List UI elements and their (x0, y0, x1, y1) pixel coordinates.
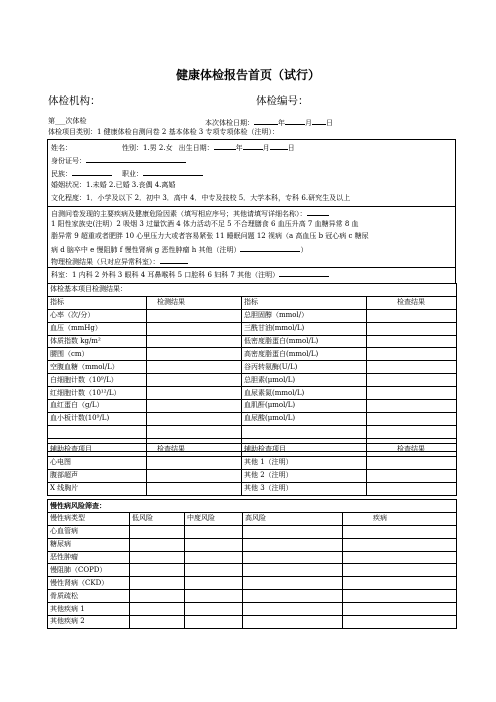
result-cell (367, 361, 457, 374)
table-row (48, 538, 457, 551)
table-row (48, 456, 457, 469)
risk-cell (130, 551, 185, 564)
risk-cell (243, 603, 343, 616)
indicator-name: 血肌酐(μmol/L) (242, 400, 367, 413)
empty-cell (367, 425, 457, 438)
header-result-2: 检查结果 (367, 296, 457, 309)
table-row (48, 322, 457, 335)
empty-cell (147, 425, 242, 438)
risk-cell (185, 616, 243, 629)
org-label: 体检机构： (48, 95, 101, 107)
result-cell (367, 400, 457, 413)
disease-type: 骨质疏松 (48, 590, 130, 603)
chronic-caption-row (48, 500, 457, 513)
result-cell (147, 361, 242, 374)
indicator-name: 体质指数 kg/m² (48, 335, 147, 348)
table-row (48, 564, 457, 577)
result-cell (147, 322, 242, 335)
result-cell (147, 456, 242, 469)
indicator-name: 三酰甘油(mmol/L) (242, 322, 367, 335)
table-row (48, 577, 457, 590)
table-row (48, 400, 457, 413)
risk-cell (130, 577, 185, 590)
risk-cell (243, 564, 343, 577)
risk-cell (243, 551, 343, 564)
basic-header-row (48, 296, 457, 309)
disease-type: 糖尿病 (48, 538, 130, 551)
aux-header-item: 辅助检查项目 (48, 444, 147, 457)
personal-info-box (47, 139, 456, 284)
basic-caption-row (48, 284, 457, 297)
result-cell (367, 456, 457, 469)
result-cell (367, 482, 457, 495)
result-cell (147, 348, 242, 361)
risk-cell (130, 603, 185, 616)
table-row (48, 425, 457, 438)
risk-cell (185, 564, 243, 577)
risk-cell (130, 525, 185, 538)
result-cell (147, 374, 242, 387)
indicator-name: 空腹血糖（mmol/L） (48, 361, 147, 374)
name-row: 姓名： 性别：1.男 2.女 出生日期： 年 月 日 (51, 141, 295, 153)
aux-header-item-2: 辅助检查项目 (242, 444, 367, 457)
marital-row: 婚姻状况：1.未婚 2.已婚 3.丧偶 4.离婚 (51, 181, 176, 189)
table-row (48, 348, 457, 361)
aux-item: 其他 1（注明） (242, 456, 367, 469)
risk-cell (343, 616, 457, 629)
header-indicator: 指标 (48, 296, 147, 309)
risk-cell (130, 564, 185, 577)
aux-header-result: 检查结果 (147, 444, 242, 457)
result-cell (367, 374, 457, 387)
basic-results-table (47, 283, 457, 452)
aux-item: 腹部超声 (48, 469, 147, 482)
risk-cell (130, 590, 185, 603)
table-row (48, 374, 457, 387)
disease-type: 慢阻肺（COPD） (48, 564, 130, 577)
table-row (48, 482, 457, 495)
disease-type: 其他疾病 2 (48, 616, 130, 629)
risk-cell (243, 538, 343, 551)
risk-cell (343, 564, 457, 577)
disease-type: 恶性肿瘤 (48, 551, 130, 564)
table-row (48, 361, 457, 374)
indicator-name: 心率（次/分） (48, 309, 147, 322)
chronic-header-mid: 中度风险 (185, 512, 243, 525)
aux-item: 心电图 (48, 456, 147, 469)
table-row (48, 469, 457, 482)
risk-cell (185, 603, 243, 616)
indicator-name: 总胆素(μmol/L) (242, 374, 367, 387)
indicator-name: 血尿酸(μmol/L) (242, 412, 367, 425)
header-indicator-2: 指标 (242, 296, 367, 309)
aux-item: 其他 3（注明） (242, 482, 367, 495)
result-cell (147, 400, 242, 413)
chronic-title: 慢性病风险筛查： (48, 500, 457, 513)
aux-item: 其他 2（注明） (242, 469, 367, 482)
empty-cell (242, 425, 367, 438)
result-cell (147, 482, 242, 495)
exam-date-label: 本次体检日期： 年 月 日 (205, 116, 333, 128)
indicator-name: 高密度脂蛋白(mmol/L) (242, 348, 367, 361)
ethnic-job-row: 民族： 职业： (51, 167, 203, 179)
chronic-risk-table (47, 499, 457, 629)
physical-exam-row: 物理检测结果（只对应异常科室）： (51, 255, 188, 267)
risk-cell (130, 616, 185, 629)
indicator-name: 红细胞计数（10¹²/L） (48, 387, 147, 400)
risk-cell (243, 590, 343, 603)
header-result: 检测结果 (147, 296, 242, 309)
chronic-header-disease: 疾病 (343, 512, 457, 525)
risk-cell (343, 577, 457, 590)
indicator-name: 谷丙转氨酶(U/L) (242, 361, 367, 374)
risk-cell (343, 603, 457, 616)
result-cell (367, 309, 457, 322)
department-row: 科室：1 内科 2 外科 3 眼科 4 耳鼻喉科 5 口腔科 6 妇科 7 其他（注明） (51, 268, 329, 280)
indicator-name: 低密度脂蛋白(mmol/L) (242, 335, 367, 348)
result-cell (367, 469, 457, 482)
risk-cell (185, 577, 243, 590)
exam-category: 体检项目类别：1 健康体检自测问卷 2 基本体检 3 专项专项体检（注明）： (48, 128, 279, 136)
result-cell (147, 412, 242, 425)
disease-type: 其他疾病 1 (48, 603, 130, 616)
chronic-header-low: 低风险 (130, 512, 185, 525)
basic-caption: 体检基本项目检测结果： (48, 284, 457, 297)
table-row (48, 387, 457, 400)
risk-cell (343, 590, 457, 603)
risk-cell (185, 538, 243, 551)
result-cell (147, 309, 242, 322)
indicator-name: 血红蛋白（g/L） (48, 400, 147, 413)
chronic-header-row (48, 512, 457, 525)
risk-cell (243, 525, 343, 538)
risk-cell (343, 525, 457, 538)
empty-cell (48, 425, 147, 438)
chronic-header-type: 慢性病类型 (48, 512, 130, 525)
indicator-name: 腰围（cm） (48, 348, 147, 361)
result-cell (147, 335, 242, 348)
indicator-name: 血尿素氮(mmol/L) (242, 387, 367, 400)
result-cell (147, 387, 242, 400)
risk-cell (185, 590, 243, 603)
result-cell (367, 348, 457, 361)
risk-factor-title: 自测问卷发现的主要疾病及健康危险因素（填写相应序号；其他请填写详细名称）： (51, 207, 329, 219)
risk-cell (185, 525, 243, 538)
aux-header-result-2: 检查结果 (367, 444, 457, 457)
risk-cell (130, 538, 185, 551)
table-row (48, 603, 457, 616)
table-row (48, 412, 457, 425)
risk-factor-line-3: 脂异常 9 超重或者肥胖 10 心里压力大或者容易紧张 11 睡眠问题 12 视病（a 高血压 b 冠心病 c 糖尿 (51, 232, 369, 240)
result-cell (367, 335, 457, 348)
result-cell (367, 412, 457, 425)
aux-exam-table (47, 443, 457, 496)
result-cell (147, 469, 242, 482)
result-cell (367, 387, 457, 400)
disease-type: 慢性肾病（CKD） (48, 577, 130, 590)
indicator-name: 血压（mmHg） (48, 322, 147, 335)
education-row: 文化程度：1．小学及以下 2．初中 3．高中 4．中专及技校 5．大学本科，专科 6.研究生及以上 (51, 194, 351, 202)
aux-header-row (48, 444, 457, 457)
indicator-name: 总胆固醇（mmol/） (242, 309, 367, 322)
risk-cell (343, 551, 457, 564)
risk-cell (243, 577, 343, 590)
table-row (48, 525, 457, 538)
page-title: 健康体检报告首页（试行） (175, 68, 320, 82)
id-row: 身份证号： (51, 154, 186, 166)
table-row (48, 590, 457, 603)
risk-cell (185, 551, 243, 564)
table-row (48, 616, 457, 629)
table-row (48, 551, 457, 564)
risk-factor-line-2: 1 阳性家族史(注明）2 吸烟 3 过量饮酒 4 体力活动不足 5 不合理膳食 6 血压升高 7 血糖异常 8 血 (51, 220, 359, 228)
disease-type: 心血管病 (48, 525, 130, 538)
chronic-header-high: 高风险 (243, 512, 343, 525)
indicator-name: 血小板计数(10⁹/L) (48, 412, 147, 425)
risk-cell (243, 616, 343, 629)
exam-times: 第___次体检 (48, 117, 87, 125)
exam-number-label: 体检编号： (256, 95, 309, 107)
result-cell (367, 322, 457, 335)
aux-item: X 线胸片 (48, 482, 147, 495)
risk-cell (343, 538, 457, 551)
table-row (48, 335, 457, 348)
table-row (48, 309, 457, 322)
risk-factor-line-4: 病 d 脑卒中 e 慢阻肺 f 慢性肾病 g 恶性肿瘤 h 其他（注明） ） (51, 243, 307, 255)
indicator-name: 白细胞计数（10⁹/L） (48, 374, 147, 387)
